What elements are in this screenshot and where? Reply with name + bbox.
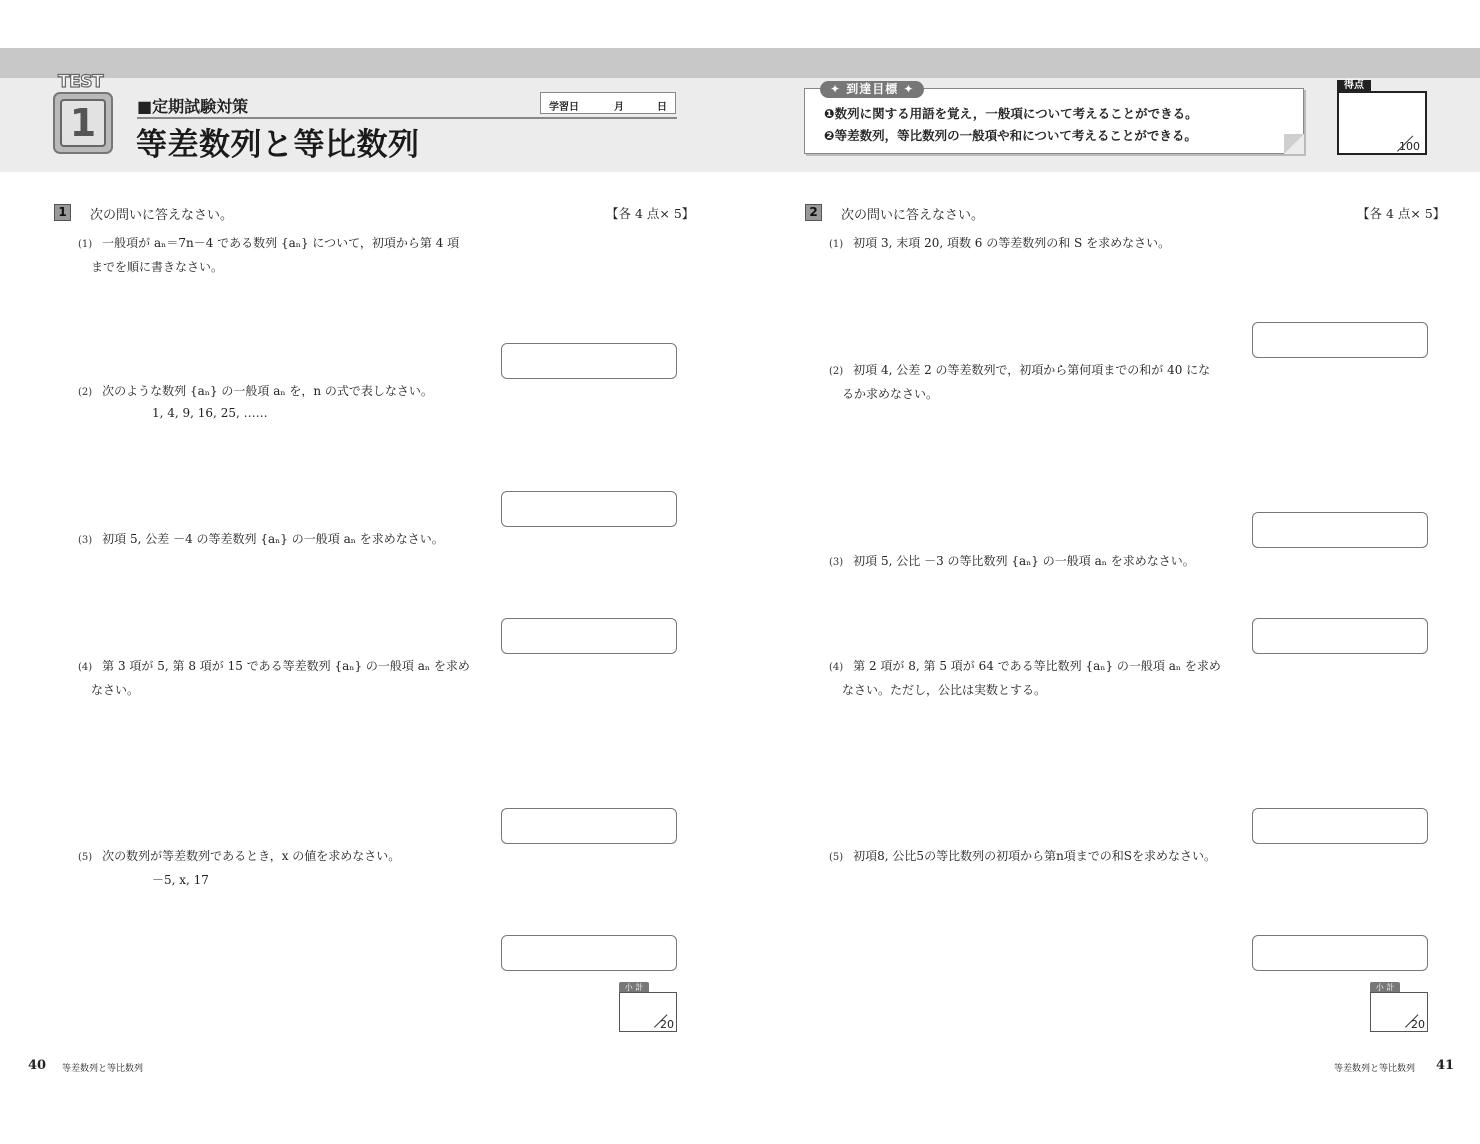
sequence-values: 1, 4, 9, 16, 25, …… (152, 406, 268, 420)
question-text: 第 2 項が 8, 第 5 項が 64 である等比数列 {aₙ} の一般項 aₙ を求め (853, 659, 1221, 673)
month-label: 月 (614, 102, 624, 113)
test-number: 1 (60, 99, 106, 147)
question-text-cont: なさい。ただし，公比は実数とする。 (842, 683, 1047, 697)
day-label: 日 (657, 102, 667, 113)
question-number: (1) (829, 239, 844, 250)
question-text: 第 3 項が 5, 第 8 項が 15 である等差数列 {aₙ} の一般項 aₙ を求め (102, 659, 470, 673)
question (78, 528, 444, 552)
points-label: 【各 4 点× 5】 (1357, 206, 1446, 221)
question-text: 次の数列が等差数列であるとき，x の値を求めなさい。 (102, 849, 401, 863)
question-number: (4) (78, 662, 93, 673)
question (829, 550, 1195, 574)
study-date-field[interactable] (540, 92, 676, 114)
page-title: 等差数列と等比数列 (136, 127, 420, 163)
question-text: 初項 4, 公差 2 の等差数列で，初項から第何項までの和が 40 にな (853, 363, 1211, 377)
question-text: 初項8, 公比5の等比数列の初項から第n項までの和Sを求めなさい。 (853, 849, 1217, 863)
points-label: 【各 4 点× 5】 (606, 206, 695, 221)
answer-box[interactable] (501, 618, 677, 654)
question-text: 初項 5, 公比 －3 の等比数列 {aₙ} の一般項 aₙ を求めなさい。 (853, 554, 1195, 568)
question (78, 380, 433, 404)
test-number-badge (53, 92, 113, 154)
question (78, 655, 470, 701)
answer-box[interactable] (1252, 512, 1428, 548)
answer-box[interactable] (1252, 808, 1428, 844)
goal-item: ❷等差数列，等比数列の一般項や和について考えることができる。 (824, 128, 1197, 143)
answer-box[interactable] (501, 808, 677, 844)
question-number: (5) (78, 852, 93, 863)
question-number: (1) (78, 239, 93, 250)
sequence-values: －5, x, 17 (152, 873, 209, 887)
question-number: (2) (829, 366, 844, 377)
question-text-cont: までを順に書きなさい。 (91, 260, 224, 274)
top-band (0, 48, 1480, 78)
question-text: 一般項が aₙ＝7n－4 である数列 {aₙ} について，初項から第 4 項 (102, 236, 460, 250)
section-instruction: 次の問いに答えなさい。 (90, 208, 234, 223)
answer-box[interactable] (501, 343, 677, 379)
test-label: TEST (58, 72, 104, 92)
question-text: 初項 3, 末項 20, 項数 6 の等差数列の和 S を求めなさい。 (853, 236, 1171, 250)
subtotal-label: 小 計 (619, 982, 649, 993)
question (829, 359, 1210, 405)
section-number: 2 (805, 204, 822, 221)
page-number-right: 41 (1436, 1058, 1455, 1073)
question-number: (3) (78, 535, 93, 546)
subtotal-box[interactable] (1370, 992, 1428, 1032)
question (829, 655, 1221, 701)
goal-tag: ✦ 到達目標 ✦ (820, 81, 924, 98)
question (829, 845, 1216, 869)
question (829, 232, 1170, 256)
subtotal-total: 20 (1411, 1018, 1425, 1031)
question-number: (4) (829, 662, 844, 673)
answer-box[interactable] (1252, 618, 1428, 654)
page-subtitle: ■定期試験対策 (137, 97, 249, 116)
question (78, 845, 400, 869)
score-box[interactable] (1337, 91, 1427, 155)
question-text-cont: るか求めなさい。 (842, 387, 939, 401)
question-number: (2) (78, 387, 93, 398)
section-instruction: 次の問いに答えなさい。 (841, 208, 985, 223)
footer-title-left: 等差数列と等比数列 (62, 1064, 144, 1074)
subtotal-total: 20 (660, 1018, 674, 1031)
answer-box[interactable] (501, 491, 677, 527)
section-number: 1 (54, 204, 71, 221)
answer-box[interactable] (1252, 935, 1428, 971)
subtotal-label: 小 計 (1370, 982, 1400, 993)
score-label: 得点 (1337, 80, 1371, 92)
subtotal-box[interactable] (619, 992, 677, 1032)
page-number-left: 40 (28, 1058, 47, 1073)
question-text-cont: なさい。 (91, 683, 140, 697)
date-label: 学習日 (549, 102, 579, 113)
question-number: (5) (829, 852, 844, 863)
goal-item: ❶数列に関する用語を覚え，一般項について考えることができる。 (824, 106, 1198, 121)
question-text: 次のような数列 {aₙ} の一般項 aₙ を，n の式で表しなさい。 (102, 384, 433, 398)
footer-title-right: 等差数列と等比数列 (1334, 1064, 1416, 1074)
question-number: (3) (829, 557, 844, 568)
page-fold-corner (1284, 134, 1304, 154)
answer-box[interactable] (501, 935, 677, 971)
question-text: 初項 5, 公差 －4 の等差数列 {aₙ} の一般項 aₙ を求めなさい。 (102, 532, 444, 546)
score-total: 100 (1399, 140, 1420, 153)
answer-box[interactable] (1252, 322, 1428, 358)
question (78, 232, 459, 278)
